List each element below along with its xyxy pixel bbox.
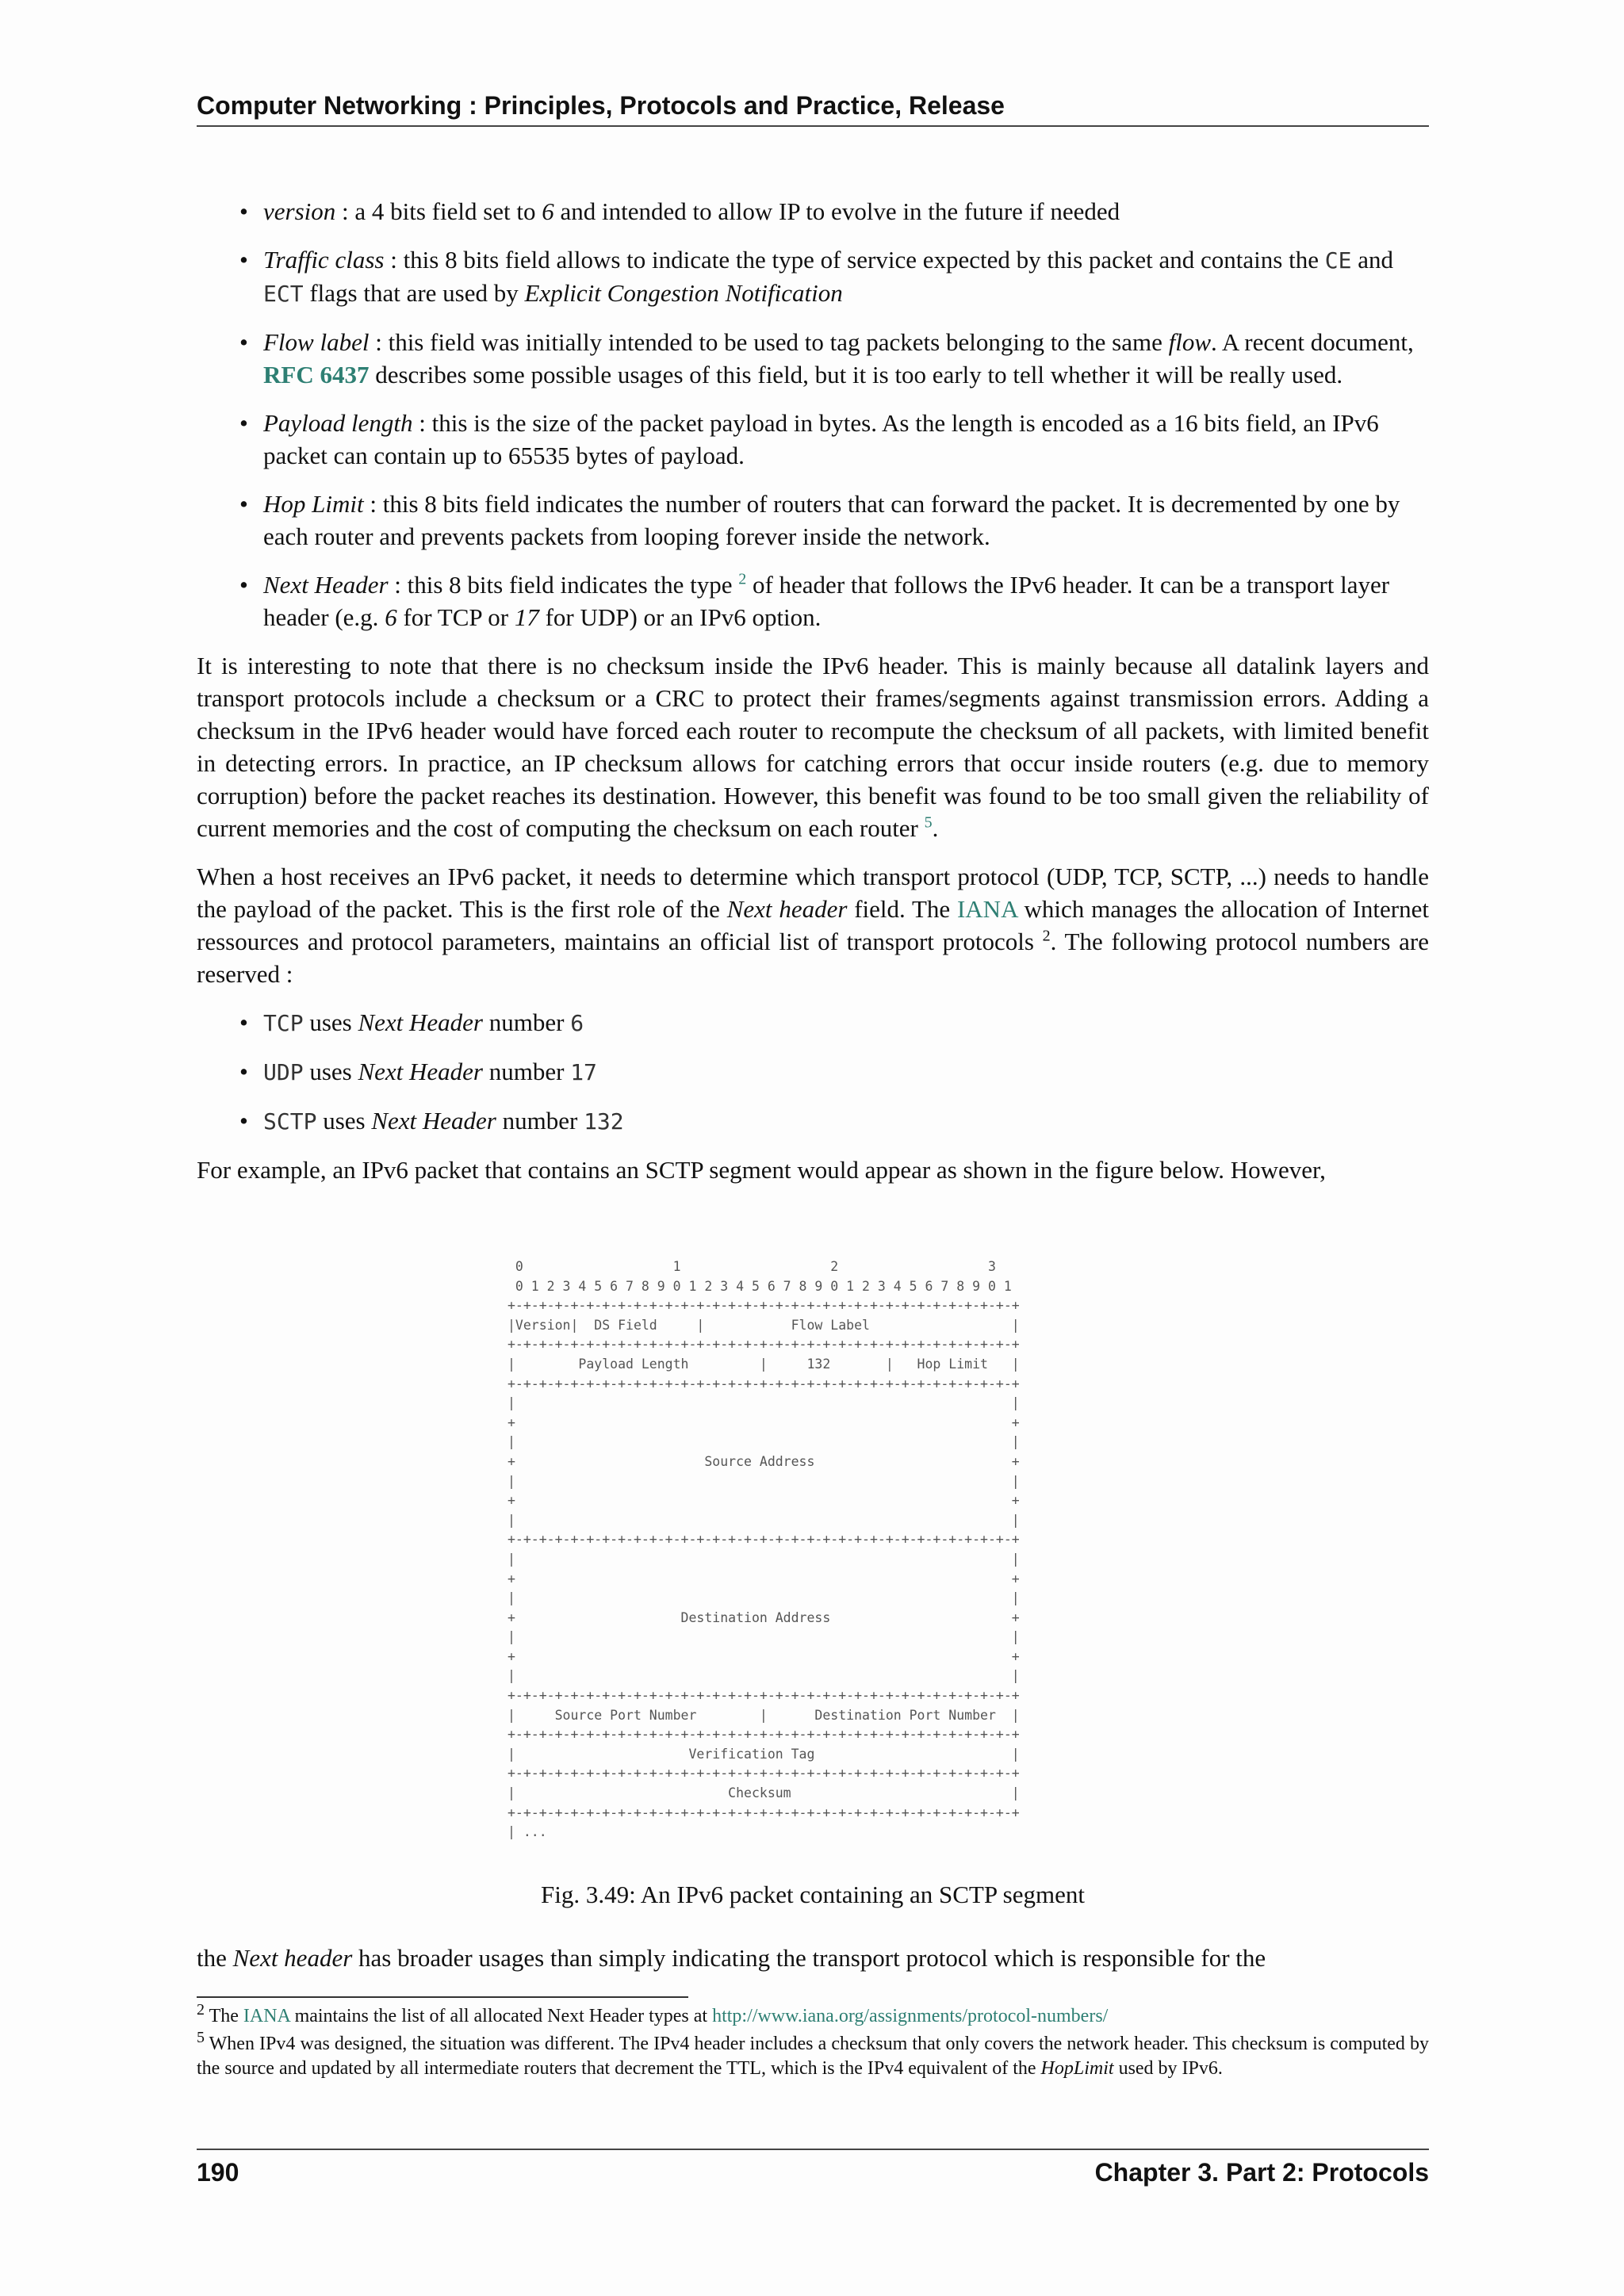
list-item: • UDP uses Next Header number 17 (263, 1055, 1429, 1089)
continuation-paragraph: the Next header has broader usages than simply indicating the transport protocol which is responsible for the (197, 1944, 1266, 1972)
page-number: 190 (197, 2158, 239, 2187)
main-content (197, 195, 1429, 1202)
list-item: • SCTP uses Next Header number 132 (263, 1104, 1429, 1138)
iana-link[interactable]: IANA (956, 895, 1017, 923)
footnote-divider (197, 1996, 688, 1998)
footnote-ref-5[interactable]: 5 (924, 813, 933, 832)
page-footer (197, 2149, 1429, 2187)
rfc-6437-link[interactable]: RFC 6437 (263, 361, 370, 388)
figure-caption: Fig. 3.49: An IPv6 packet containing an SCTP segment (541, 1881, 1085, 1908)
list-item: • TCP uses Next Header number 6 (263, 1006, 1429, 1039)
footnotes (197, 2001, 1429, 2084)
list-item: • Payload length : this is the size of the packet payload in bytes. As the length is encoded as a 16 bits field, an IPv6 packet can contain up to 65535 bytes of payload. (263, 407, 1429, 472)
footnote-5: $^5$ When IPv4 was designed, the situation was different. The IPv4 header includes a checksum that only covers the network header. This checksum is computed by the source and updated by all intermediate routers that decrement the TTL, which is the IPv4 equivalent of the HopLimit used by IPv6. (197, 2029, 1429, 2079)
list-item: • version : a 4 bits field set to 6 and intended to allow IP to evolve in the future if needed (263, 195, 1429, 228)
example-paragraph: For example, an IPv6 packet that contains an SCTP segment would appear as shown in the figure below. However, (197, 1156, 1326, 1184)
checksum-paragraph: It is interesting to note that there is no checksum inside the IPv6 header. This is mainly because all datalink layers and transport protocols include a checksum or a CRC to protect their frames/segments against transmission errors. Adding a checksum in the IPv6 header would have forced each router to recompute the checksum of all packets, with limited benefit in detecting errors. In practice, an IP checksum allows for catching errors that occur inside routers (e.g. due to memory corruption) before the packet reaches its destination. However, this benefit was found to be too small given the reliability of current memories and the cost of computing the checksum on each router $^5$. (197, 652, 1429, 842)
protocol-number-list (197, 1006, 1429, 1138)
chapter-title: Chapter 3. Part 2: Protocols (1094, 2158, 1429, 2187)
ipv6-field-list (197, 195, 1429, 633)
book-title: Computer Networking : Principles, Protocols and Practice, Release (197, 91, 1005, 120)
packet-diagram: 0 1 2 3 0 1 2 3 4 5 6 7 8 9 0 1 2 3 4 5 6 7 8 9 0 1 2 3 4 5 6 7 8 9 0 1 +-+-+-+-+-+-+-+-+-+-+-+-+-+-+-+-+-+-+-+-+-+-+-+-+-+-+-+-+-+-+-+-+ |Version| DS Field | Flow Label | +-+-+-+-+-+-+-+-+-+-+-+-+-+-+-+-+-+-+-+-+-+-+-+-+-+-+-+-+-+-+-+-+ | Payload Length | 132 | Hop Limit | +-+-+-+-+-+-+-+-+-+-+-+-+-+-+-+-+-+-+-+-+-+-+-+-+-+-+-+-+-+-+-+-+ | | + + | | + Source Address + | | + + | | +-+-+-+-+-+-+-+-+-+-+-+-+-+-+-+-+-+-+-+-+-+-+-+-+-+-+-+-+-+-+-+-+ | | + + | | + Destination Address + | | + + | | +-+-+-+-+-+-+-+-+-+-+-+-+-+-+-+-+-+-+-+-+-+-+-+-+-+-+-+-+-+-+-+-+ | Source Port Number | Destination Port Number | +-+-+-+-+-+-+-+-+-+-+-+-+-+-+-+-+-+-+-+-+-+-+-+-+-+-+-+-+-+-+-+-+ | Verification Tag | +-+-+-+-+-+-+-+-+-+-+-+-+-+-+-+-+-+-+-+-+-+-+-+-+-+-+-+-+-+-+-+-+ | Checksum | +-+-+-+-+-+-+-+-+-+-+-+-+-+-+-+-+-+-+-+-+-+-+-+-+-+-+-+-+-+-+-+-+ | ... (508, 1259, 1020, 1840)
iana-link[interactable]: IANA (243, 2006, 290, 2026)
footnote-2: $^2$ The IANA maintains the list of all allocated Next Header types at http://www.iana.org/assignments/protocol-numbers/ (197, 2001, 1109, 2026)
list-item: • Flow label : this field was initially intended to be used to tag packets belonging to the same flow. A recent document, RFC 6437 describes some possible usages of this field, but it is too early to tell whether it will be really used. (263, 326, 1429, 391)
list-item: • Next Header : this 8 bits field indicates the type $^2$ of header that follows the IPv6 header. It can be a transport layer header (e.g. 6 for TCP or 17 for UDP) or an IPv6 option. (263, 568, 1429, 633)
list-item: • Hop Limit : this 8 bits field indicates the number of routers that can forward the packet. It is decremented by one by each router and prevents packets from looping forever inside the network. (263, 488, 1429, 553)
protocol-numbers-url[interactable]: http://www.iana.org/assignments/protocol-numbers/ (712, 2006, 1109, 2026)
ipv6-sctp-packet-figure (508, 1257, 1126, 1843)
running-header (197, 91, 1429, 127)
footnote-ref-2[interactable]: 2 (738, 570, 747, 588)
next-header-paragraph: When a host receives an IPv6 packet, it needs to determine which transport protocol (UDP, TCP, SCTP, ...) needs to handle the payload of the packet. This is the first role of the Next header field. The IANA which manages the allocation of Internet ressources and protocol parameters, maintains an official list of transport protocols $^2$. The following protocol numbers are reserved : (197, 863, 1430, 988)
list-item: • Traffic class : this 8 bits field allows to indicate the type of service expected by this packet and contains the CE and ECT flags that are used by Explicit Congestion Notification (263, 243, 1429, 310)
